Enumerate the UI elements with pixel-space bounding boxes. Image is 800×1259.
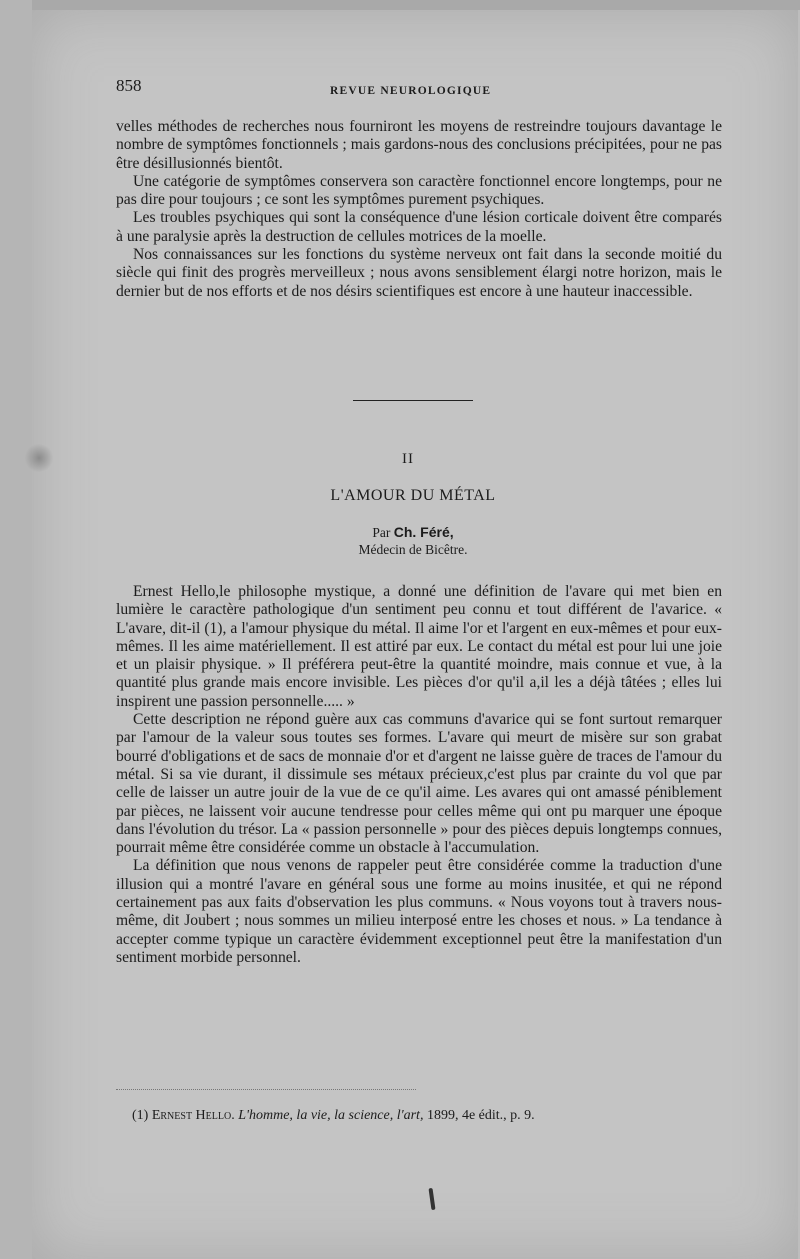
page-number: 858 [116,76,142,95]
footnote-author: Ernest Hello. [151,1108,235,1123]
paragraph: Les troubles psychiques qui sont la conséquence d'une lésion corticale doivent être comparés à une paralysie après la destruction de cellules motrices de la moelle. [116,209,722,245]
byline-prefix: Par [372,525,391,540]
paragraph: Ernest Hello,le philosophe mystique, a donné une définition de l'avare qui met bien en lumière le caractère pathologique d'un sentiment peu connu et tout différent de l'avarice. « L'avare, dit-il (1), a l'amour physique du métal. Il aime l'or et l'argent en eux-mêmes et pour eux-mêmes. Il les aime matériellement. Il est attiré par eux. Le contact du métal est pour lui une joie et un plaisir physique. » Il préférera peut-être la quantité moindre, mais connue et vue, à la quantité plus grande mais encore invisible. Les pièces d'or qu'il a,il les a déjà tâtées ; elles lui inspirent une passion personnelle..... » [116,583,722,710]
paragraph: La définition que nous venons de rappeler peut être considérée comme la traduction d'une illusion qui a montré l'avare en général sous une forme au moins inusitée, et qui ne répond certainement pas aux faits d'observation les plus communs. « Nous voyons tout à travers nous-même, dit Joubert ; nous sommes un milieu interposé entre les choses et nous. » La tendance à accepter comme typique un caractère évidemment exceptionnel peut être la manifestation d'un sentiment morbide personnel. [116,857,722,966]
paragraph: velles méthodes de recherches nous fourniront les moyens de restreindre toujours davantage le nombre de symptômes fonctionnels ; mais gardons-nous des conclusions précipitées, pour ne pas être désillusionnés bientôt. [116,118,722,172]
scan-edge-top [0,0,800,10]
running-header: REVUE NEUROLOGIQUE [330,85,492,97]
article-title: L'AMOUR DU MÉTAL [330,487,496,504]
section-number: II [402,451,414,467]
footnote-work-title: L'homme, la vie, la science, l'art, [238,1108,424,1123]
section-divider [353,400,473,401]
footnote [132,1108,535,1124]
paragraph: Une catégorie de symptômes conservera son caractère fonctionnel encore longtemps, pour ne pas dire pour toujours ; ce sont les symptômes purement psychiques. [116,172,722,209]
author-affiliation: Médecin de Bicêtre. [358,542,468,557]
footnote-details: 1899, 4e édit., p. 9. [426,1108,535,1123]
author-name: Ch. Féré, [393,524,454,540]
article-text-block [116,583,722,967]
scan-edge-left [0,0,32,1259]
paragraph: Cette description ne répond guère aux cas communs d'avarice qui se font surtout remarquer par l'amour de la valeur sous toutes ses formes. L'avare qui meurt de misère sur son grabat bourré d'obligations et de sacs de monnaie d'or et d'argent ne laisse guère de traces de l'amour du métal. Si sa vie durant, il dissimule ses métaux précieux,c'est plus par crainte du vol que par celle de laisser un autre jouir de la vue de ce qu'il aime. Les avares qui ont amassé péniblement par pièces, ne laissent voir aucune tendresse pour celles même qui ont pu marquer une époque dans l'évolution du trésor. La « passion personnelle » pour des pièces depuis longtemps connues, pourrait même être considérée comme un obstacle à l'accumulation. [116,711,722,857]
byline [0,524,800,541]
footnote-divider [116,1089,416,1090]
intro-text-block [116,118,722,301]
paragraph: Nos connaissances sur les fonctions du système nerveux ont fait dans la seconde moitié du siècle qui finit des progrès merveilleux ; nous avons sensiblement élargi notre horizon, mais le dernier but de nos efforts et de nos désirs scientifiques est encore à une hauteur inaccessible. [116,246,722,300]
footnote-marker: (1) [132,1108,149,1123]
